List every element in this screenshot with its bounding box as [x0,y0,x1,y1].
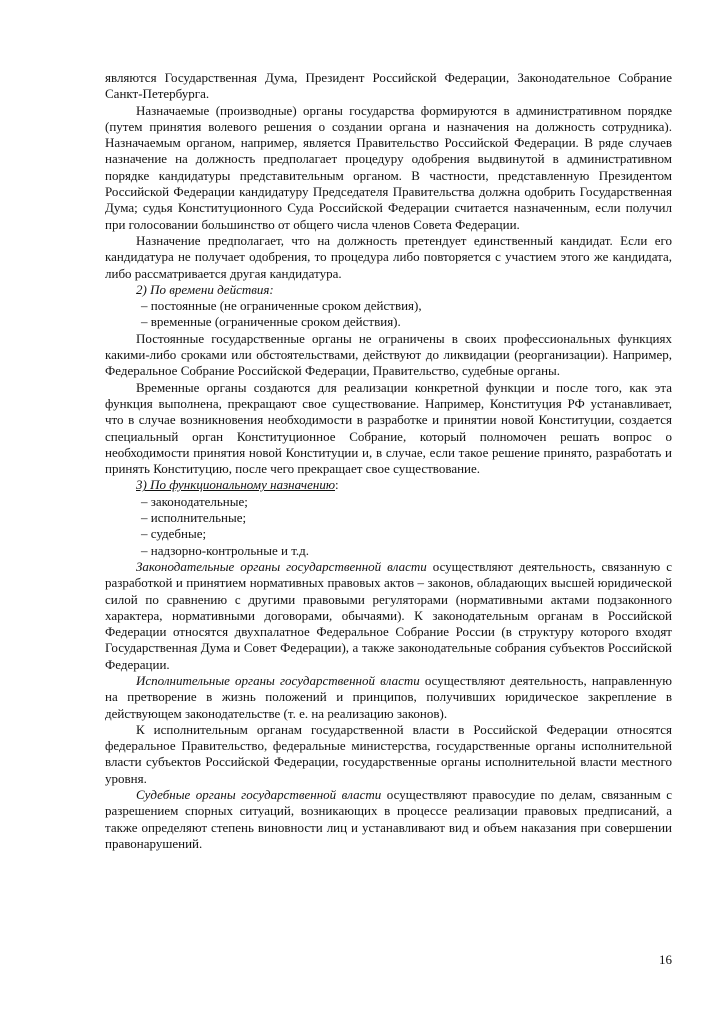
page-number: 16 [659,952,672,967]
paragraph-appointed-organs: Назначаемые (производные) органы государства формируются в административном порядке (путем принятия волевого решения о создании органа и назначения на должность сотрудника). Назначаемым органом, например, является Правительство Российской Федерации. В ряде случаев назначение на должность предполагает процедуру одобрения выдвинутой в административном порядке кандидатуры представительным органом. В частности, представленную Президентом Российской Федерации кандидатуру Председателя Правительства должна одобрить Государственная Дума; судья Конституционного Суда Российской Федерации считается назначенным, если получил при голосовании большинство от общего числа членов Совета Федерации. [105,102,672,232]
paragraph-legislative-text: осуществляют деятельность, связанную с разработкой и принятием нормативных правовых актов – законов, обладающих высшей юридической силой по сравнению с другими правовыми регуляторами (нормативными актами подзаконного характера, нормативными договорами, обычаями). К законодательным органам в Российской Федерации относятся двухпалатное Федеральное Собрание России (в структуру которого входят Государственная Дума и Совет Федерации), а также законодательные собрания субъектов Российской Федерации. [105,558,672,672]
paragraph-legislative [105,559,672,673]
term-judicial: Судебные органы государственной власти [136,787,382,803]
document-page [105,70,672,852]
heading-by-function-text: 3) По функциональному назначению [136,477,336,493]
list-item-supervisory: – надзорно-контрольные и т.д. [141,542,310,558]
term-legislative: Законодательные органы государственной власти [136,558,427,574]
list-item-temporary: – временные (ограниченные сроком действия). [141,314,401,330]
heading-by-time: 2) По времени действия: [136,281,274,297]
paragraph-executive-text: осуществляют деятельность, направленную на претворение в жизнь положений и принципов, получивших юридическое закрепление в действующем законодательстве (т. е. на реализацию законов). [105,672,672,721]
paragraph-appointment: Назначение предполагает, что на должность претендует единственный кандидат. Если его кандидатура не получает одобрения, то процедура либо повторяется с участием этого же кандидата, либо рассматривается другая кандидатура. [105,232,672,281]
list-item-executive: – исполнительные; [141,510,247,526]
paragraph-executive-list: К исполнительным органам государственной власти в Российской Федерации относятся федеральное Правительство, федеральные министерства, государственные органы исполнительной власти субъектов Российской Федерации, государственные органы исполнительной власти местного уровня. [105,721,672,786]
paragraph-judicial-text: осуществляют правосудие по делам, связанным с разрешением спорных ситуаций, возникающих в процессе реализации правовых предписаний, а также определяют степень виновности лиц и устанавливают вид и объем наказания при совершении правонарушений. [105,787,672,851]
heading-colon: : [335,477,339,493]
paragraph-1: являются Государственная Дума, Президент Российской Федерации, Законодательное Собрание Санкт-Петербурга. [105,70,672,102]
heading-by-function [105,477,672,493]
list-item-permanent: – постоянные (не ограниченные сроком действия), [141,298,422,314]
paragraph-temporary-organs: Временные органы создаются для реализации конкретной функции и после того, как эта функция выполнена, прекращают свое существование. Например, Конституция РФ устанавливает, что в случае возникновения необходимости в разработке и принятии новой Конституции, создается специальный орган Конституционное Собрание, который полномочен решать вопрос о необходимости принятия новой Конституции и, в случае, если такое решение принято, разработать и принять Конституцию, после чего прекращает свое существование. [105,379,672,477]
paragraph-judicial [105,787,672,852]
term-executive: Исполнительные органы государственной власти [136,672,420,688]
list-item-legislative: – законодательные; [141,493,248,509]
list-item-judicial: – судебные; [141,526,207,542]
paragraph-permanent-organs: Постоянные государственные органы не ограничены в своих профессиональных функциях какими-либо сроками или обстоятельствами, действуют до ликвидации (реорганизации). Например, Федеральное Собрание Российской Федерации, Правительство, судебные органы. [105,330,672,379]
paragraph-executive [105,673,672,722]
